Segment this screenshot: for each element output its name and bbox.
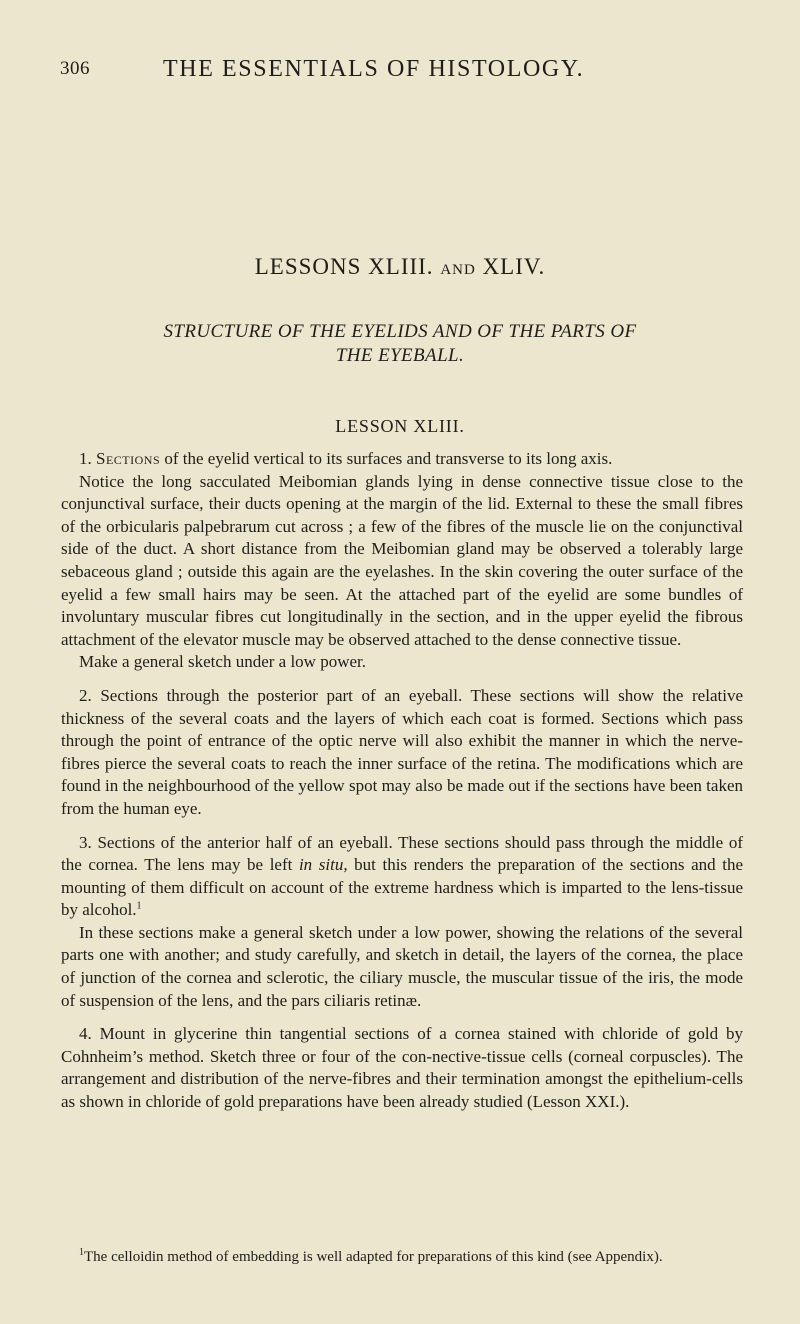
running-title: THE ESSENTIALS OF HISTOLOGY. — [163, 56, 585, 82]
section-1-paragraph-2: Notice the long sacculated Meibomian glands lying in dense connective tissue close to the conjunctival surface, their ducts opening at the margin of the lid. External to these the small fibres of the orbicularis palpebrarum cut across ; a few of the fibres of the muscle lie on the conjunctival side of the duct. A short distance from the Meibomian gland may be observed a tolerably large sebaceous gland ; outside this again are the eyelashes. In the skin covering the outer surface of the eyelid a few small hairs may be seen. At the attached part of the eyelid are some bundles of involuntary muscular fibres cut longitudinally in the section, and in the upper eyelid the fibrous attachment of the elevator muscle may be observed attached to the dense connective tissue. — [61, 471, 743, 649]
italic-phrase: in situ, — [298, 855, 348, 875]
paragraph-text: but this renders the preparation of the sections and the mounting of them difficult on account of the extreme hardness which is imparted to the lens-tissue by alcohol. — [61, 855, 743, 920]
section-4-paragraph-1: 4. Mount in glycerine thin tangential sections of a cornea stained with chloride of gold by Cohnheim’s method. Sketch three or four of the con-nective-tissue cells (corneal corpuscles). The arrangement and distribution of the nerve-fibres and their termination amongst the epithelium-cells as shown in chloride of gold preparations have been already studied (Lesson XXI.). — [61, 1024, 743, 1112]
section-2-paragraph-1: 2. Sections through the posterior part of an eyeball. These sections will show the relative thickness of the several coats and the layers of which each coat is formed. Sections which pass through the point of entrance of the optic nerve will also exhibit the manner in which the nerve-fibres pierce the several coats to reach the inner surface of the retina. The modifications which are found in the neighbourhood of the yellow spot may also be made out if the sections have been taken from the human eye. — [61, 685, 743, 818]
lesson-heading-part2: XLIV. — [482, 254, 546, 279]
body-text — [61, 448, 743, 1114]
subtitle-line-1: STRUCTURE OF THE EYELIDS AND OF THE PARTS OF — [163, 321, 637, 342]
section-3-paragraph-1 — [61, 832, 743, 922]
lesson-heading-and: AND — [440, 262, 476, 278]
running-head — [0, 56, 800, 96]
page-number: 306 — [60, 58, 90, 79]
footnote-marker: 1 — [79, 1247, 84, 1258]
footnote-text: The celloidin method of embedding is well adapted for preparations of this kind (see Appendix). — [84, 1249, 663, 1265]
section-lead-word: Sections — [96, 449, 161, 468]
section-3-paragraph-2: In these sections make a general sketch under a low power, showing the relations of the several parts one with another; and study carefully, and sketch in detail, the layers of the cornea, the place of junction of the cornea and sclerotic, the ciliary muscle, the muscular tissue of the iris, the mode of suspension of the lens, and the pars ciliaris retinæ. — [61, 922, 743, 1010]
paragraph-text: 3. Sections of the anterior half of an eyeball. These sections should pass through the middle of the cornea. The lens may be left — [61, 832, 743, 875]
lesson-subheading: LESSON XLIII. — [335, 416, 465, 436]
section-1-paragraph-1 — [61, 448, 743, 471]
footnote-reference: 1 — [136, 900, 142, 912]
footnote — [61, 1247, 743, 1267]
lesson-heading-part1: LESSONS XLIII. — [254, 254, 434, 279]
subtitle-line-2: THE EYEBALL. — [335, 345, 465, 366]
chapter-subtitle — [100, 320, 700, 368]
section-1-paragraph-3: Make a general sketch under a low power. — [79, 652, 366, 672]
section-number: 1. — [79, 449, 92, 468]
lesson-heading — [0, 254, 800, 280]
paragraph-text: of the eyelid vertical to its surfaces and transverse to its long axis. — [164, 449, 613, 468]
